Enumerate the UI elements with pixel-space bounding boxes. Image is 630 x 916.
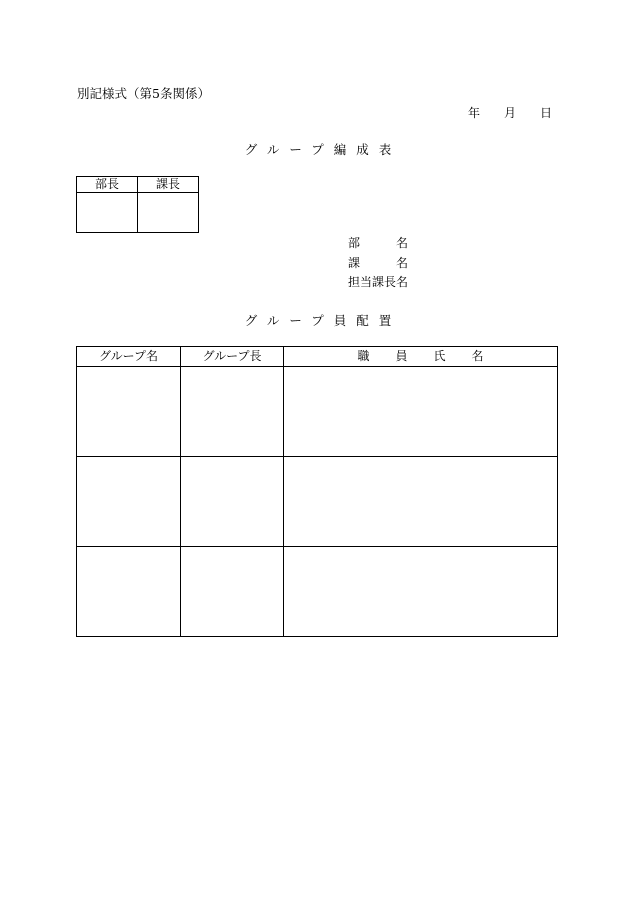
staff-names-cell[interactable]: [284, 457, 558, 547]
staff-names-cell[interactable]: [284, 547, 558, 637]
section-name-label: [348, 254, 408, 274]
date-month-label: 月: [504, 106, 517, 120]
header-staff-name: [284, 347, 558, 367]
table-row: [77, 547, 558, 637]
manager-name-label: [348, 273, 408, 293]
approval-stamp-table: [76, 176, 199, 233]
section-label-char-2: 名: [395, 255, 408, 270]
staff-header-char-2: 員: [395, 349, 408, 363]
group-name-cell[interactable]: [77, 547, 181, 637]
group-table-header-row: [77, 347, 558, 367]
document-title: グループ編成表: [244, 142, 402, 157]
group-name-cell[interactable]: [77, 367, 181, 457]
table-row: [77, 457, 558, 547]
form-reference: 別記様式（第5条関係）: [77, 86, 210, 101]
manager-label-text: 担当課長名: [348, 275, 409, 289]
section-label-char-1: 課: [348, 255, 361, 270]
staff-header-char-3: 氏: [433, 349, 446, 363]
staff-header-char-1: 職: [357, 349, 370, 363]
section-title-group-assignment: グループ員配置: [244, 313, 402, 328]
approval-stamp-cell-department-head[interactable]: [77, 193, 138, 233]
date-day-label: 日: [540, 106, 553, 120]
date-line: [468, 104, 552, 121]
header-group-leader: グループ長: [181, 347, 284, 367]
approval-header-department-head: 部長: [77, 177, 138, 193]
staff-header-char-4: 名: [471, 349, 484, 363]
group-leader-cell[interactable]: [181, 457, 284, 547]
date-year-label: 年: [468, 106, 481, 120]
group-name-cell[interactable]: [77, 457, 181, 547]
approval-header-section-head: 課長: [138, 177, 199, 193]
table-row: [77, 367, 558, 457]
department-label-char-2: 名: [395, 236, 408, 250]
group-leader-cell[interactable]: [181, 547, 284, 637]
department-name-label: [348, 234, 408, 254]
group-leader-cell[interactable]: [181, 367, 284, 457]
header-group-name: グループ名: [77, 347, 181, 367]
group-assignment-table: [76, 346, 558, 637]
department-label-char-1: 部: [348, 236, 361, 250]
staff-names-cell[interactable]: [284, 367, 558, 457]
approval-stamp-cell-section-head[interactable]: [138, 193, 199, 233]
info-block: [348, 234, 408, 293]
